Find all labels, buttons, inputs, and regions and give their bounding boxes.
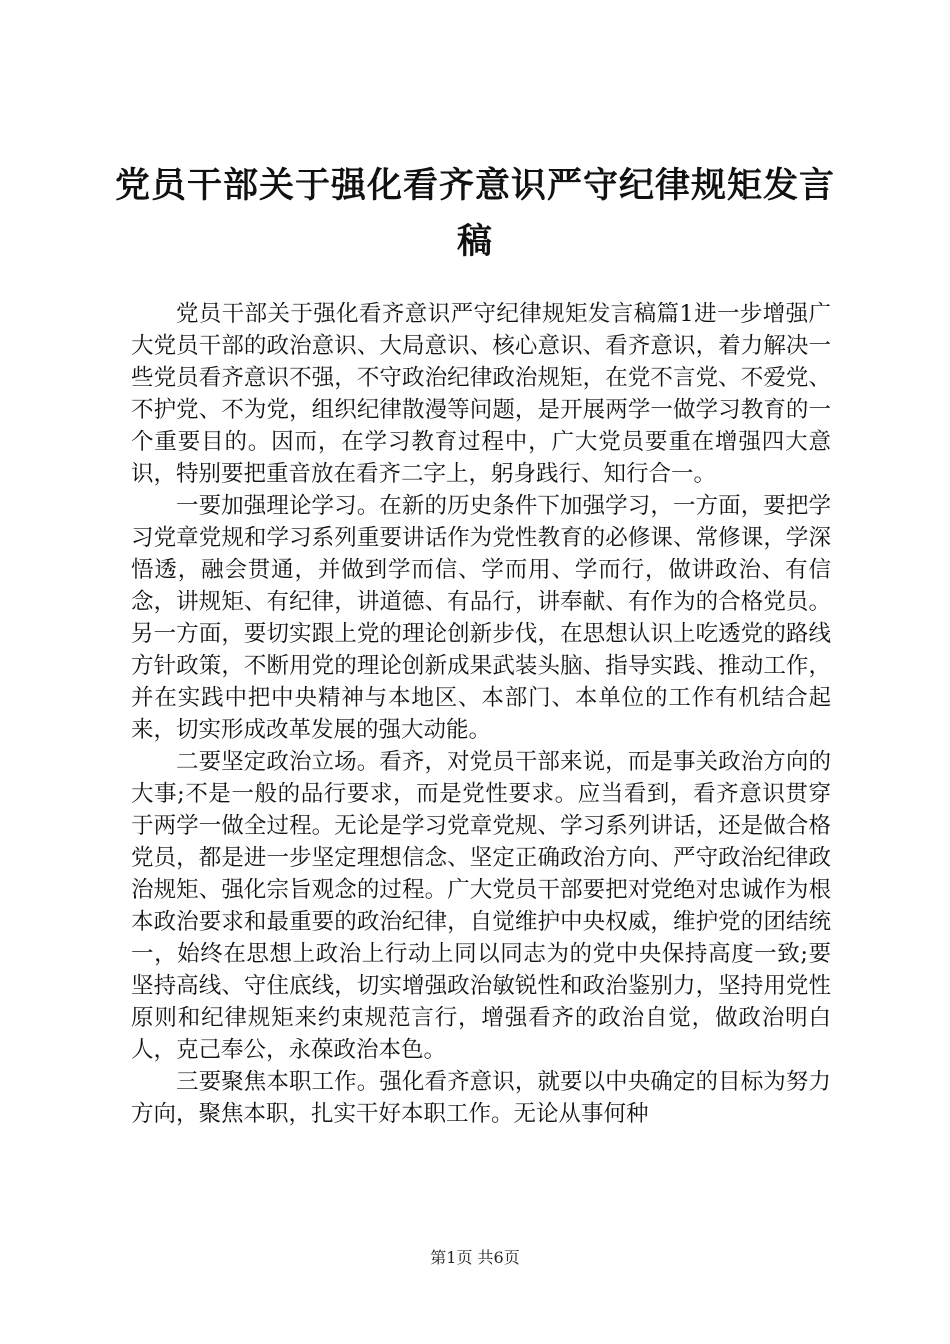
- paragraph-point-1: 一要加强理论学习。在新的历史条件下加强学习，一方面，要把学习党章党规和学习系列重要讲话作为党性教育的必修课、常修课，学深悟透，融会贯通，并做到学而信、学而用、学而行，做讲政治、有信念，讲规矩、有纪律，讲道德、有品行，讲奉献、有作为的合格党员。另一方面，要切实跟上党的理论创新步伐，在思想认识上吃透党的路线方针政策，不断用党的理论创新成果武装头脑、指导实践、推动工作，并在实践中把中央精神与本地区、本部门、本单位的工作有机结合起来，切实形成改革发展的强大动能。: [131, 493, 831, 743]
- paragraph-point-3: 三要聚焦本职工作。强化看齐意识，就要以中央确定的目标为努力方向，聚焦本职，扎实干好本职工作。无论从事何种: [131, 1069, 831, 1127]
- document-title: 党员干部关于强化看齐意识严守纪律规矩发言稿: [114, 165, 835, 262]
- paragraph-intro: 党员干部关于强化看齐意识严守纪律规矩发言稿篇1进一步增强广大党员干部的政治意识、大局意识、核心意识、看齐意识，着力解决一些党员看齐意识不强，不守政治纪律政治规矩，在党不言党、不爱党、不护党、不为党，组织纪律散漫等问题，是开展两学一做学习教育的一个重要目的。因而，在学习教育过程中，广大党员要重在增强四大意识，特别要把重音放在看齐二字上，躬身践行、知行合一。: [131, 301, 831, 487]
- document-body: [131, 298, 831, 1130]
- page-footer: 第1页 共6页: [430, 1248, 520, 1267]
- paragraph-point-2: 二要坚定政治立场。看齐，对党员干部来说，而是事关政治方向的大事;不是一般的品行要求，而是党性要求。应当看到，看齐意识贯穿于两学一做全过程。无论是学习党章党规、学习系列讲话，还是做合格党员，都是进一步坚定理想信念、坚定正确政治方向、严守政治纪律政治规矩、强化宗旨观念的过程。广大党员干部要把对党绝对忠诚作为根本政治要求和最重要的政治纪律，自觉维护中央权威，维护党的团结统一，始终在思想上政治上行动上同以同志为的党中央保持高度一致;要坚持高线、守住底线，切实增强政治敏锐性和政治鉴别力，坚持用党性原则和纪律规矩来约束规范言行，增强看齐的政治自觉，做政治明白人，克己奉公，永葆政治本色。: [131, 749, 831, 1063]
